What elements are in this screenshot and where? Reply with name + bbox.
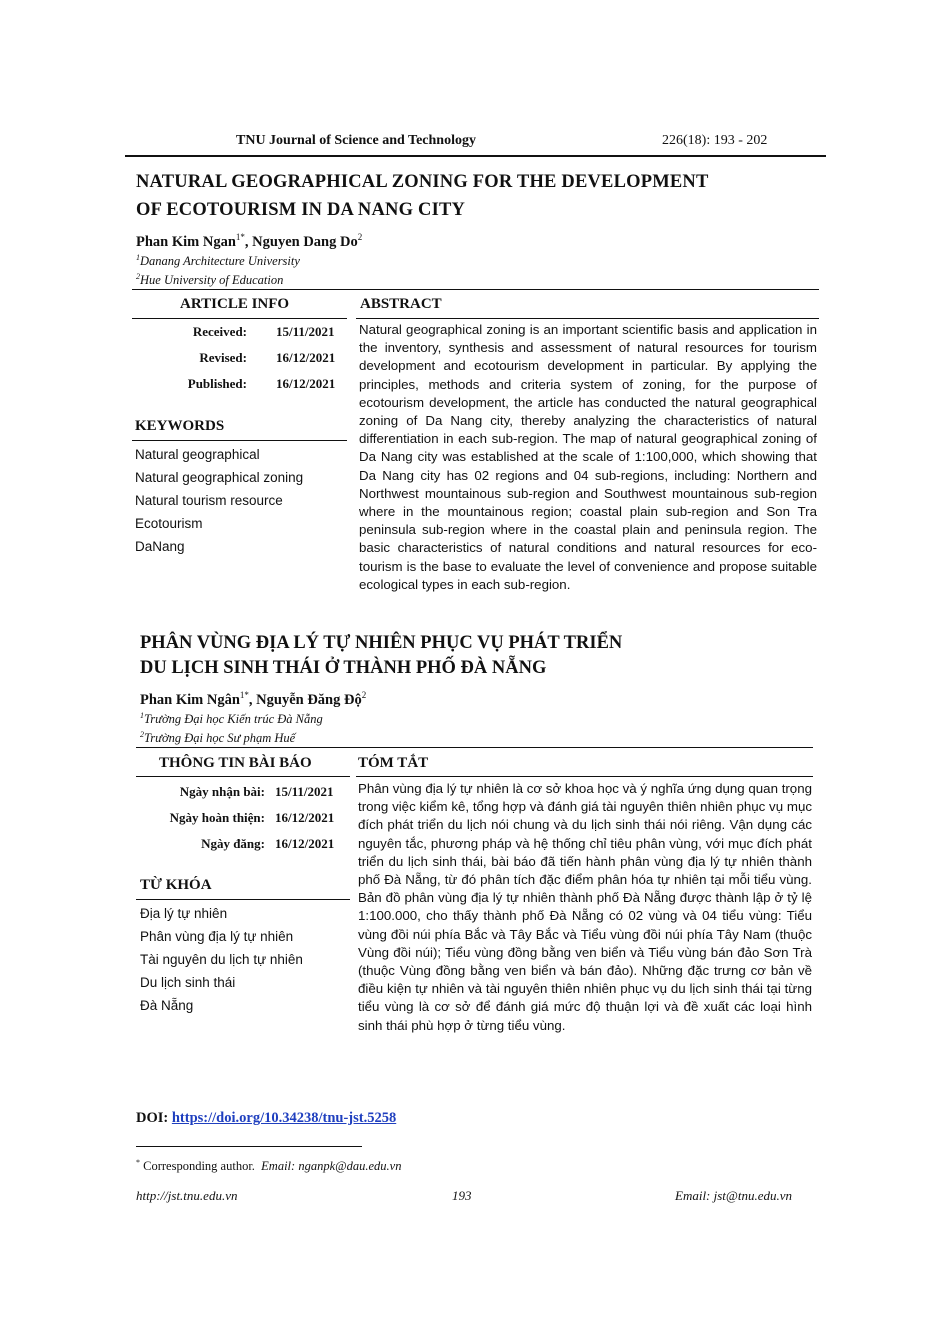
author-1-sup: 1* (239, 690, 249, 700)
issue-pages: 226(18): 193 - 202 (662, 133, 768, 148)
footer-url: http://jst.tnu.edu.vn (136, 1188, 238, 1203)
article-info-heading: ARTICLE INFO (180, 296, 290, 312)
date-row-published (140, 836, 334, 862)
date-row-revised (140, 810, 334, 836)
vn-article-info-heading: THÔNG TIN BÀI BÁO (159, 755, 312, 771)
doi-link[interactable]: https://doi.org/10.34238/tnu-jst.5258 (171, 1110, 397, 1126)
affiliation-1-number: 1 (140, 711, 144, 720)
keyword-item: Ecotourism (135, 516, 203, 531)
doi-label: DOI: (136, 1110, 172, 1126)
vn-info-rule (136, 776, 350, 777)
en-keyword-list (135, 443, 303, 558)
en-abstract-rule (356, 318, 819, 319)
date-row-revised (150, 350, 335, 376)
vietnamese-affiliations (140, 708, 323, 746)
author-1: Phan Kim Ngân (140, 691, 240, 708)
affiliation-1-text: Danang Architecture University (140, 254, 300, 269)
en-info-rule (132, 318, 347, 319)
affiliation-2-text: Hue University of Education (140, 273, 284, 288)
date-label: Published: (187, 376, 247, 391)
english-title (136, 168, 756, 224)
journal-name: TNU Journal of Science and Technology (236, 133, 476, 148)
date-value: 15/11/2021 (276, 324, 335, 339)
en-dates (150, 324, 335, 402)
english-affiliations (136, 250, 300, 288)
vn-keyword-list (140, 902, 303, 1017)
author-2: Nguyễn Đăng Độ (256, 691, 362, 708)
footnote-text: Corresponding author. (143, 1159, 255, 1174)
affiliation-2-text: Trường Đại học Sư phạm Huế (144, 731, 296, 746)
en-keywords-rule (132, 440, 347, 441)
vietnamese-title-line-2: DU LỊCH SINH THÁI Ở THÀNH PHỐ ĐÀ NẴNG (140, 658, 547, 678)
header-rule (125, 155, 826, 157)
vietnamese-title-line-1: PHÂN VÙNG ĐỊA LÝ TỰ NHIÊN PHỤC VỤ PHÁT TRIỂN (140, 633, 623, 653)
vietnamese-abstract-text: Phân vùng địa lý tự nhiên là cơ sở khoa học và ý nghĩa ứng dụng quan trọng trong việc kiểm kê, tổng hợp và đánh giá tài nguyên thiên nhiên phục vụ mục đích phát triển du lịch nói chung và du lịch sinh thái nói riêng. Vận dụng các nguyên tắc, phương pháp và hệ thống chỉ tiêu phân vùng, với mục đích phát triển du lịch sinh thái, bài báo đã tiến hành phân vùng địa lý tự nhiên thành phố Đà Nẵng, từ đó phân tích đặc điểm phân hóa tự nhiên tại mỗi tiểu vùng. Bản đồ phân vùng địa lý tự nhiên thành phố Đà Nẵng được thành lập ở tỷ lệ 1:100.000, cho thấy thành phố Đà Nẵng có 02 vùng và 04 tiểu vùng: Tiểu vùng đồi núi phía Bắc và Tây Bắc và Tiểu vùng đồi núi phía Tây Nam (thuộc Vùng đồi núi); Tiểu vùng đồng bằng ven biển và Tiểu vùng bán đảo Sơn Trà (thuộc Vùng đồng bằng ven biển và bán đảo). Những đặc trưng cơ bản về điều kiện tự nhiên và tài nguyên thiên nhiên phục vụ du lịch sinh thái tại từng tiểu vùng là cơ sở để đánh giá mức độ thuận lợi và đề xuất các loại hình sinh thái phù hợp ở từng tiểu vùng. (358, 781, 812, 1033)
footer-page-number: 193 (452, 1188, 472, 1203)
affiliation-2 (140, 727, 323, 746)
keyword-item: Địa lý tự nhiên (140, 906, 228, 921)
date-value: 15/11/2021 (275, 784, 334, 799)
english-title-line-2: OF ECOTOURISM IN DA NANG CITY (136, 200, 466, 220)
english-title-line-1: NATURAL GEOGRAPHICAL ZONING FOR THE DEVELOPMENT (136, 172, 709, 192)
footnote-rule (136, 1146, 362, 1147)
author-1: Phan Kim Ngan (136, 233, 236, 250)
keyword-item: Đà Nẵng (140, 998, 194, 1013)
date-label: Ngày hoàn thiện: (169, 810, 265, 825)
vn-keywords-rule (136, 899, 350, 900)
keyword-item: Natural tourism resource (135, 493, 283, 508)
date-value: 16/12/2021 (276, 376, 336, 391)
keyword-item: DaNang (135, 539, 185, 554)
vn-abstract-heading: TÓM TẮT (358, 755, 429, 771)
keywords-heading: KEYWORDS (135, 418, 225, 434)
keyword-item: Natural geographical zoning (135, 470, 304, 485)
footnote-email: nganpk@dau.edu.vn (298, 1159, 402, 1174)
author-2: Nguyen Dang Do (252, 233, 358, 250)
keyword-item: Du lịch sinh thái (140, 975, 236, 990)
vietnamese-authors (140, 690, 366, 709)
affiliation-2 (136, 269, 300, 288)
english-authors (136, 232, 362, 251)
date-label: Ngày đăng: (201, 836, 265, 851)
keyword-item: Natural geographical (135, 447, 260, 462)
date-label: Received: (192, 324, 247, 339)
keyword-item: Tài nguyên du lịch tự nhiên (140, 952, 303, 967)
affiliation-1 (136, 250, 300, 269)
date-value: 16/12/2021 (276, 350, 336, 365)
date-value: 16/12/2021 (275, 836, 335, 851)
en-box-top-rule (132, 289, 819, 290)
doi-line (136, 1110, 396, 1127)
date-value: 16/12/2021 (275, 810, 335, 825)
english-abstract-text: Natural geographical zoning is an important scientific basis and application in the inventory, synthesis and assessment of natural resources for tourism development and ecotourism development in particular. By applying the principles, methods and criteria system of zoning, for the purpose of ecotourism development, the article has conducted the natural geographical zoning of Da Nang city, thereby analyzing the characteristics of natural differentiation in each sub-region. The map of natural geographical zoning of Da Nang city was established at the scale of 1:100,000, which showing that Da Nang city has 02 regions and 04 sub-regions, including: Northern and Northwest mountainous sub-region and Southwest mountainous sub-region where in the mountainous region; coastal plain sub-region and Son Tra peninsula sub-region where in the coastal plain and peninsula region. The basic characteristics of natural conditions and natural resources for eco-tourism is the base to evaluate the level of convenience and propose suitable ecological types in each sub-region. (359, 322, 817, 592)
author-separator: , (248, 691, 257, 708)
affiliation-1 (140, 708, 323, 727)
affiliation-2-number: 2 (140, 730, 144, 740)
abstract-heading: ABSTRACT (360, 296, 442, 312)
date-label: Ngày nhận bài: (179, 784, 265, 799)
footnote-email-label: Email: (261, 1159, 296, 1174)
vn-dates (140, 784, 334, 862)
date-label: Revised: (199, 350, 247, 365)
affiliation-1-text: Trường Đại học Kiến trúc Đà Nẵng (144, 712, 323, 727)
author-2-sup: 2 (361, 690, 367, 700)
date-row-received (150, 324, 335, 350)
footer-email: Email: jst@tnu.edu.vn (675, 1188, 793, 1203)
affiliation-1-number: 1 (136, 253, 140, 262)
author-2-sup: 2 (357, 232, 363, 242)
vietnamese-title (140, 631, 760, 681)
corresponding-author-footnote (136, 1158, 401, 1174)
date-row-received (140, 784, 334, 810)
vn-keywords-heading: TỪ KHÓA (140, 877, 212, 893)
date-row-published (150, 376, 335, 402)
keyword-item: Phân vùng địa lý tự nhiên (140, 929, 294, 944)
author-1-sup: 1* (235, 232, 245, 242)
vn-abstract-rule (356, 776, 813, 777)
vn-box-top-rule (136, 747, 813, 748)
author-separator: , (244, 233, 253, 250)
footnote-marker: * (136, 1158, 140, 1167)
affiliation-2-number: 2 (136, 272, 140, 282)
